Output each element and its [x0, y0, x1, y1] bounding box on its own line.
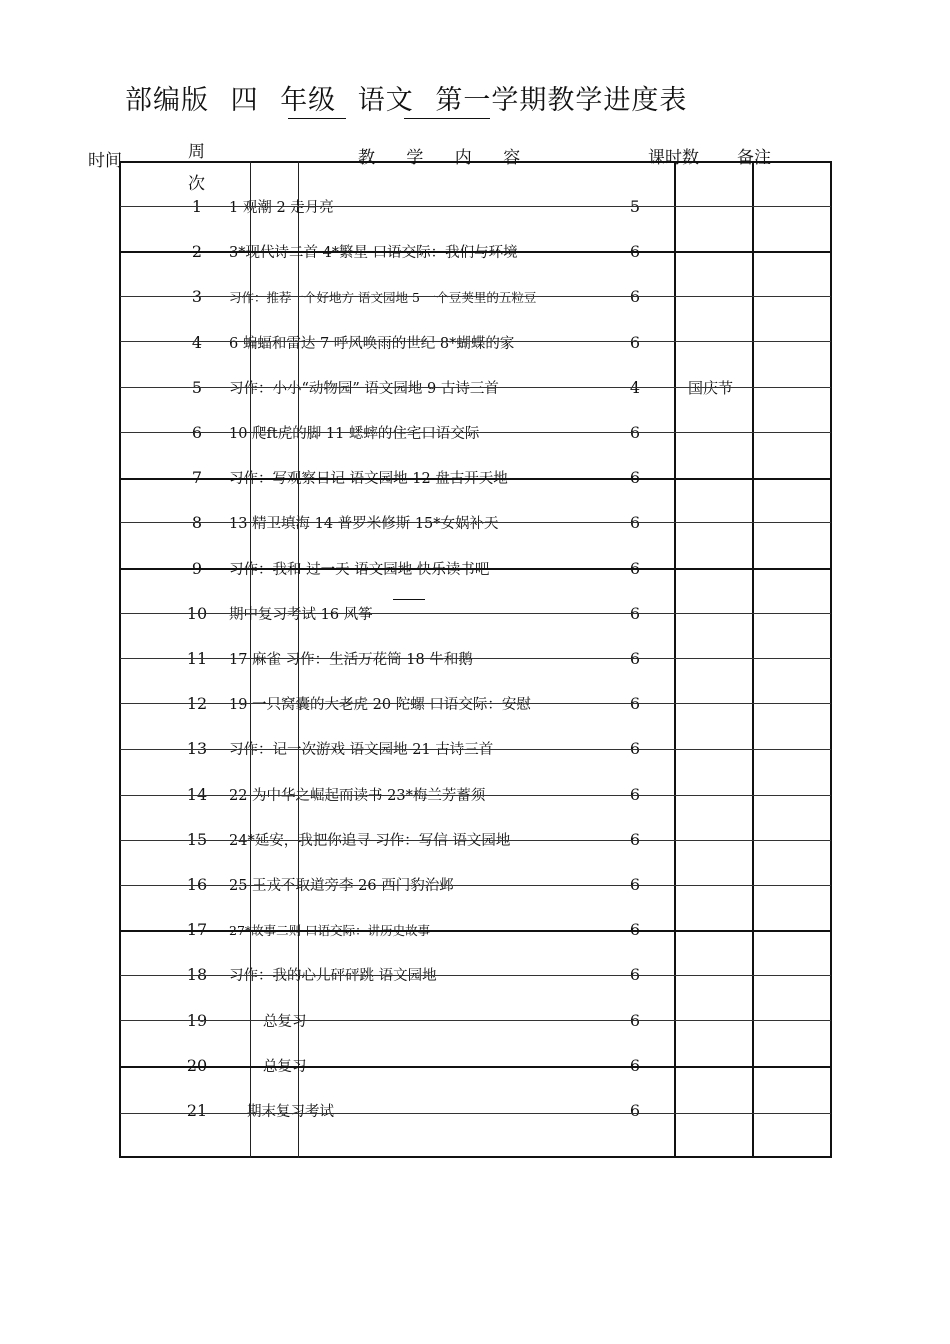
- row-content: 1 观潮 2 走月亮: [229, 200, 334, 216]
- row-hours: 6: [629, 875, 641, 894]
- row-hours: 6: [629, 649, 641, 668]
- row-content: 17 麻雀 习作：生活万花筒 18 牛和鹅: [229, 652, 473, 668]
- row-hours: 6: [629, 242, 641, 261]
- row-divider: [120, 341, 831, 342]
- row-week-number: 6: [191, 423, 203, 442]
- row-divider-thick: [120, 568, 831, 570]
- row-divider-thick: [120, 251, 831, 253]
- row-content: 期末复习考试: [247, 1104, 334, 1120]
- row-hours: 6: [629, 1101, 641, 1120]
- header-week-line1: 周: [188, 142, 205, 162]
- title-underline-grade: [288, 118, 346, 119]
- row-divider-thick: [120, 930, 831, 932]
- row-week-number: 15: [186, 830, 208, 849]
- row-content: 19 一只窝囊的大老虎 20 陀螺 口语交际：安慰: [229, 697, 531, 713]
- row-week-number: 10: [186, 604, 208, 623]
- row-week-number: 19: [186, 1011, 208, 1030]
- row-week-number: 17: [186, 920, 208, 939]
- header-content: 教 学 内 容: [358, 148, 521, 168]
- row-divider: [120, 432, 831, 433]
- row-divider: [120, 795, 831, 796]
- row-divider-thick: [120, 1066, 831, 1068]
- header-notes: 备注: [737, 148, 771, 168]
- row-week-number: 8: [191, 513, 203, 532]
- row-hours: 6: [629, 920, 641, 939]
- row-week-number: 20: [186, 1056, 208, 1075]
- row-content: 习作：推荐一个好地方 语文园地 5 一个豆荚里的五粒豆: [229, 290, 537, 305]
- row-hours: 6: [629, 830, 641, 849]
- schedule-table: [119, 161, 832, 1158]
- row-week-number: 3: [191, 287, 203, 306]
- row-divider: [120, 703, 831, 704]
- row-divider: [120, 658, 831, 659]
- row-hours: 6: [629, 1056, 641, 1075]
- row-hours: 5: [629, 197, 641, 216]
- row-content: 13 精卫填海 14 普罗米修斯 15*女娲补天: [229, 516, 499, 532]
- row-content: 期中复习考试 16 风筝: [229, 607, 373, 623]
- row-week-number: 16: [186, 875, 208, 894]
- row-hours: 6: [629, 423, 641, 442]
- row-divider-thick: [120, 478, 831, 480]
- row-week-number: 13: [186, 739, 208, 758]
- column-divider-hours: [674, 161, 676, 1158]
- title-edition: 部编版: [125, 85, 209, 116]
- row-hours: 6: [629, 694, 641, 713]
- row-divider: [120, 840, 831, 841]
- title-grade-number: 四: [230, 85, 259, 116]
- header-week-line2: 次: [188, 174, 205, 194]
- row-hours: 6: [629, 739, 641, 758]
- title-term: 第一学期教学进度表: [435, 85, 688, 116]
- row-content: 27*故事二则 口语交际：讲历史故事: [229, 923, 431, 938]
- row-divider: [120, 749, 831, 750]
- row-hours: 6: [629, 1011, 641, 1030]
- row-week-number: 7: [191, 468, 203, 487]
- row-hours: 6: [629, 785, 641, 804]
- row-week-number: 21: [186, 1101, 208, 1120]
- row-hours: 6: [629, 604, 641, 623]
- row-content: 6 蝙蝠和雷达 7 呼风唤雨的世纪 8*蝴蝶的家: [229, 336, 515, 352]
- row-divider: [120, 387, 831, 388]
- row-divider: [120, 296, 831, 297]
- row-week-number: 5: [191, 378, 203, 397]
- column-divider-notes: [752, 161, 754, 1158]
- row-hours: 6: [629, 333, 641, 352]
- row-content: 习作：记一次游戏 语文园地 21 古诗三首: [229, 742, 494, 758]
- page-title: [125, 78, 699, 117]
- row-content: 习作：小小“动物园” 语文园地 9 古诗三首: [229, 381, 499, 397]
- row-week-number: 14: [186, 785, 208, 804]
- row-week-number: 9: [191, 559, 203, 578]
- row-divider: [120, 613, 831, 614]
- header-hours: 课时数: [648, 148, 699, 168]
- row-content: 习作：我的心儿砰砰跳 语文园地: [229, 968, 437, 984]
- row-divider: [120, 975, 831, 976]
- row-content: 22 为中华之崛起而读书 23*梅兰芳蓄须: [229, 788, 486, 804]
- title-underline-subject: [404, 118, 490, 119]
- row-content: 习作：写观察日记 语文园地 12 盘古开天地: [229, 471, 508, 487]
- title-grade: 年级: [280, 85, 337, 116]
- row-content: 习作：我和 过一天 语文园地 快乐读书吧: [229, 562, 490, 578]
- header-time: 时间: [88, 151, 122, 171]
- row-divider: [120, 1020, 831, 1021]
- blank-underline: [393, 599, 425, 600]
- row-week-number: 1: [191, 197, 203, 216]
- row-content: 总复习: [263, 1059, 307, 1075]
- row-hours: 6: [629, 559, 641, 578]
- row-content: 24*延安，我把你追寻 习作：写信 语文园地: [229, 833, 511, 849]
- row-week-number: 4: [191, 333, 203, 352]
- row-hours: 6: [629, 513, 641, 532]
- row-hours: 6: [629, 287, 641, 306]
- row-divider: [120, 885, 831, 886]
- row-divider: [120, 1113, 831, 1114]
- row-divider: [120, 522, 831, 523]
- row-content: 10 爬ft虎的脚 11 蟋蟀的住宅口语交际: [229, 426, 480, 442]
- row-hours: 4: [629, 378, 641, 397]
- row-note: 国庆节: [688, 379, 734, 397]
- row-week-number: 12: [186, 694, 208, 713]
- row-content: 总复习: [263, 1014, 307, 1030]
- row-divider: [120, 206, 831, 207]
- row-hours: 6: [629, 468, 641, 487]
- title-subject: 语文: [357, 85, 414, 116]
- row-week-number: 2: [191, 242, 203, 261]
- row-content: 3*现代诗二首 4*繁星 口语交际：我们与环境: [229, 245, 518, 261]
- row-week-number: 18: [186, 965, 208, 984]
- row-content: 25 王戎不取道旁李 26 西门豹治邺: [229, 878, 454, 894]
- row-week-number: 11: [186, 649, 208, 668]
- row-hours: 6: [629, 965, 641, 984]
